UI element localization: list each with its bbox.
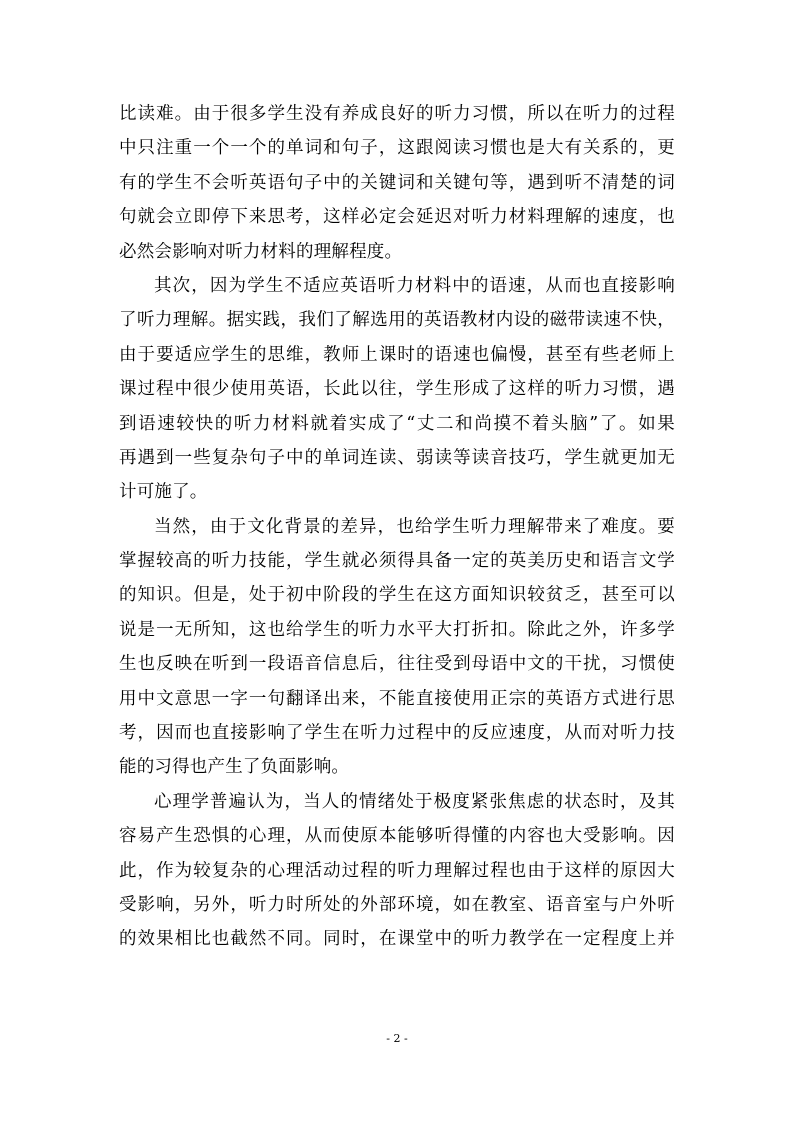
text-line: 掌握较高的听力技能，学生就必须得具备一定的英美历史和语言文学	[119, 551, 675, 572]
text-line: 说是一无所知，这也给学生的听力水平大打折扣。除此之外，许多学	[119, 619, 675, 640]
text-line: 必然会影响对听力材料的理解程度。	[119, 241, 403, 262]
paragraph-2	[119, 269, 675, 510]
text-line: 由于要适应学生的思维，教师上课时的语速也偏慢，甚至有些老师上	[119, 344, 675, 365]
text-line: 此，作为较复杂的心理活动过程的听力理解过程也由于这样的原因大	[119, 860, 675, 881]
text-line: 了听力理解。据实践，我们了解选用的英语教材内设的磁带读速不快，	[119, 310, 675, 331]
text-line: 中只注重一个一个的单词和句子，这跟阅读习惯也是大有关系的，更	[119, 138, 675, 159]
text-line: 的效果相比也截然不同。同时，在课堂中的听力教学在一定程度上并	[119, 929, 675, 950]
text-line: 心理学普遍认为，当人的情绪处于极度紧张焦虑的状态时，及其	[154, 791, 675, 812]
text-line: 再遇到一些复杂句子中的单词连读、弱读等读音技巧，学生就更加无	[119, 447, 675, 468]
paragraph-3	[119, 510, 675, 785]
text-line: 容易产生恐惧的心理，从而使原本能够听得懂的内容也大受影响。因	[119, 826, 675, 847]
text-line: 的知识。但是，处于初中阶段的学生在这方面知识较贫乏，甚至可以	[119, 585, 675, 606]
text-line: 有的学生不会听英语句子中的关键词和关键句等，遇到听不清楚的词	[119, 172, 675, 193]
text-line: 比读难。由于很多学生没有养成良好的听力习惯，所以在听力的过程	[119, 104, 675, 124]
text-line: 能的习得也产生了负面影响。	[119, 757, 350, 778]
text-line: 句就会立即停下来思考，这样必定会延迟对听力材料理解的速度，也	[119, 207, 675, 228]
text-line: 其次，因为学生不适应英语听力材料中的语速，从而也直接影响	[154, 275, 675, 296]
text-line: 到语速较快的听力材料就着实成了“丈二和尚摸不着头脑”了。如果	[119, 413, 675, 434]
document-body	[119, 97, 675, 957]
page-number: - 2 -	[386, 1032, 408, 1045]
text-line: 受影响，另外，听力时所处的外部环境，如在教室、语音室与户外听	[119, 894, 675, 915]
text-line: 课过程中很少使用英语，长此以往，学生形成了这样的听力习惯，遇	[119, 379, 675, 400]
text-line: 考，因而也直接影响了学生在听力过程中的反应速度，从而对听力技	[119, 723, 675, 744]
paragraph-4	[119, 785, 675, 957]
text-line: 当然，由于文化背景的差异，也给学生听力理解带来了难度。要	[154, 516, 675, 537]
text-line: 用中文意思一字一句翻译出来，不能直接使用正宗的英语方式进行思	[119, 688, 675, 709]
text-line: 生也反映在听到一段语音信息后，往往受到母语中文的干扰，习惯使	[119, 654, 675, 675]
text-line: 计可施了。	[119, 482, 208, 503]
paragraph-1	[119, 97, 675, 269]
